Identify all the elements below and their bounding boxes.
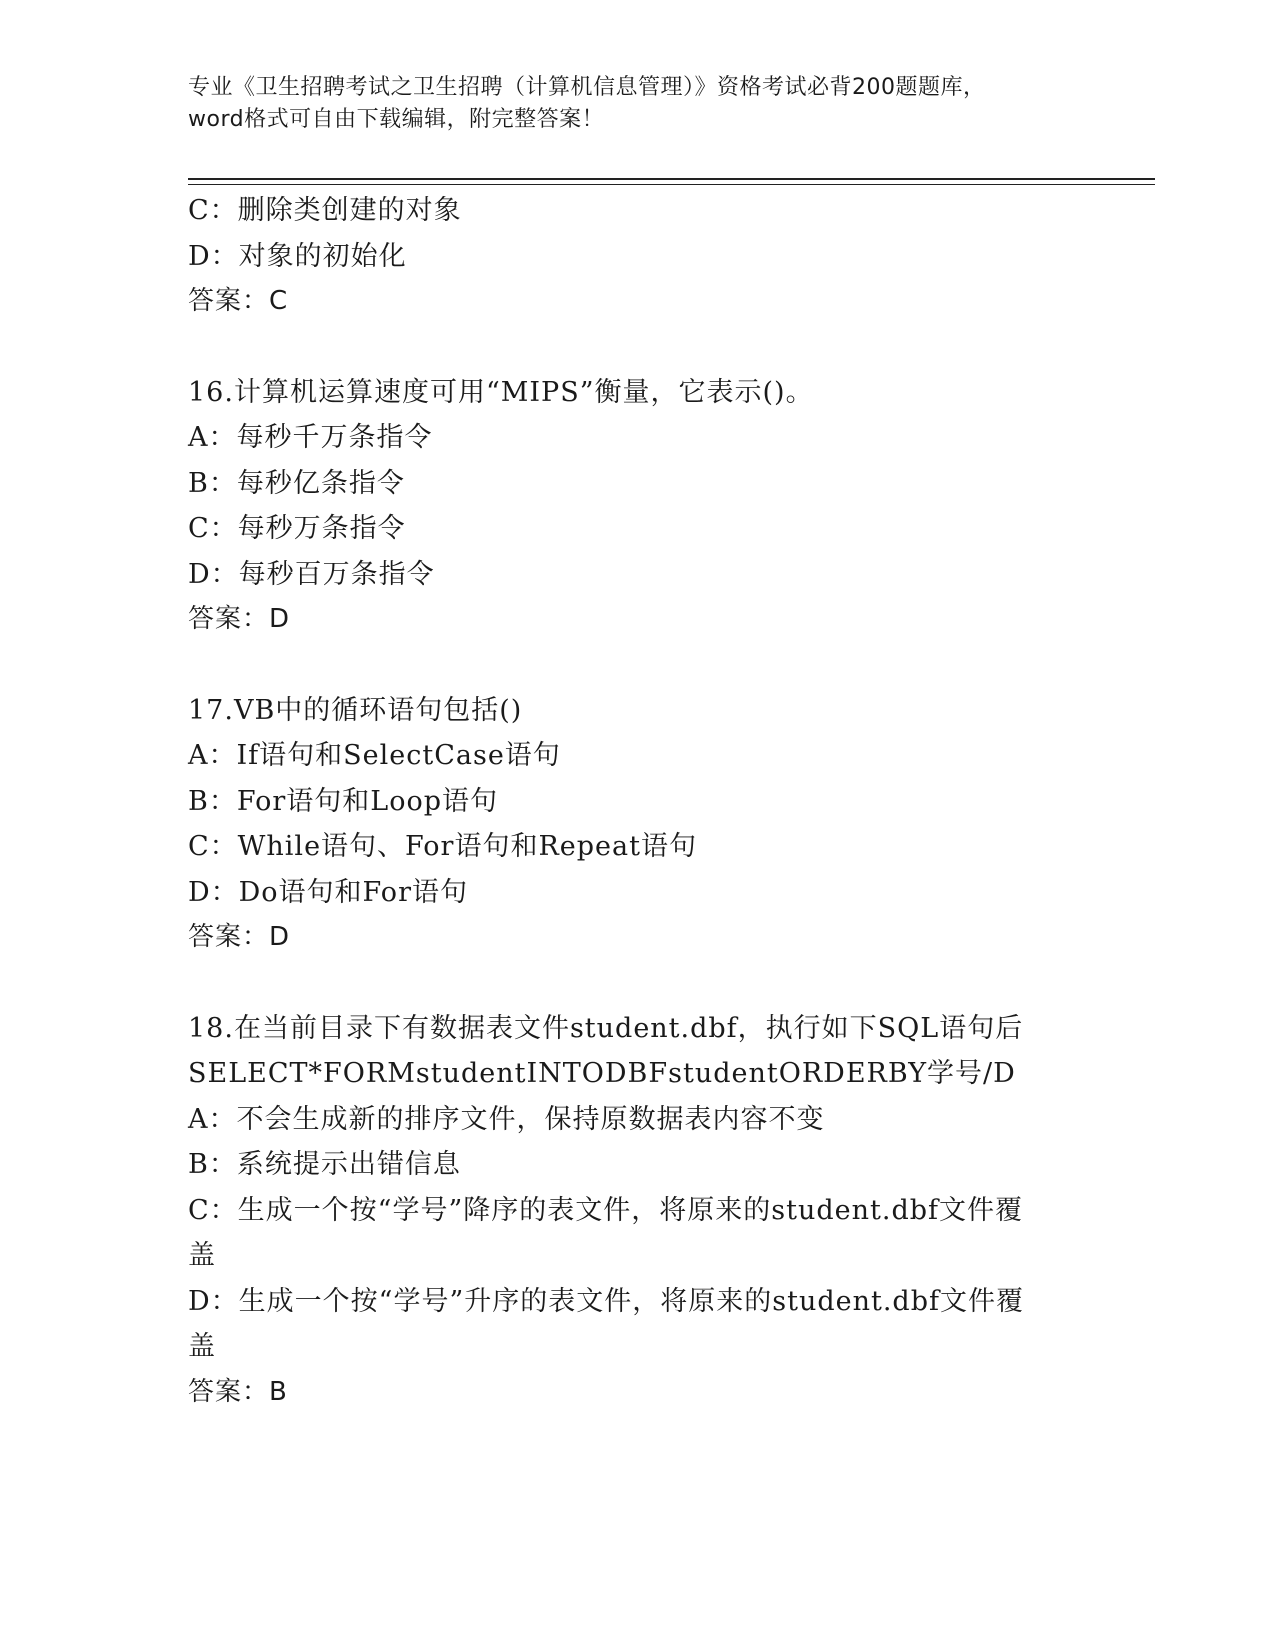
q18-option-d-line-1: D：生成一个按“学号”升序的表文件，将原来的student.dbf文件覆 [188,1285,1024,1317]
question-list [188,188,1088,1415]
header-title-line-1: 专业《卫生招聘考试之卫生招聘（计算机信息管理）》资格考试必背200题题库， [188,75,986,100]
spacer [188,643,1088,688]
q17-option-d: D：Do语句和For语句 [188,876,468,908]
question-17 [188,688,1088,961]
q15-option-c: C：删除类创建的对象 [188,195,462,226]
q18-option-d-line-2: 盖 [188,1331,216,1362]
q17-answer: 答案：D [188,922,291,952]
document-header [188,72,1088,136]
q16-question: 16.计算机运算速度可用“MIPS”衡量，它表示()。 [188,376,814,408]
q16-option-a: A：每秒千万条指令 [188,422,433,453]
q15-answer: 答案：C [188,286,289,316]
header-divider-thin [188,184,1155,185]
q18-option-c-line-2: 盖 [188,1240,216,1271]
q18-question-line-2: SELECT*FORMstudentINTODBFstudentORDERBY学号/D [188,1058,1016,1089]
q16-option-d: D：每秒百万条指令 [188,558,435,590]
spacer [188,325,1088,370]
q17-question: 17.VB中的循环语句包括() [188,694,523,726]
header-divider-thick [188,178,1155,180]
q18-answer: 答案：B [188,1376,288,1407]
q16-option-b: B：每秒亿条指令 [188,467,405,499]
q17-option-a: A：If语句和SelectCase语句 [188,740,561,771]
q18-option-c-line-1: C：生成一个按“学号”降序的表文件，将原来的student.dbf文件覆 [188,1194,1024,1226]
q17-option-c: C：While语句、For语句和Repeat语句 [188,831,697,862]
q18-question-line-1: 18.在当前目录下有数据表文件student.dbf，执行如下SQL语句后 [188,1012,1024,1044]
q16-answer: 答案：D [188,604,291,634]
spacer [188,961,1088,1006]
question-15-fragment [188,188,1088,325]
q18-option-b: B：系统提示出错信息 [188,1149,461,1180]
q17-option-b: B：For语句和Loop语句 [188,785,498,817]
question-18 [188,1006,1088,1416]
q15-option-d: D：对象的初始化 [188,240,407,272]
q16-option-c: C：每秒万条指令 [188,513,406,544]
q18-option-a: A：不会生成新的排序文件，保持原数据表内容不变 [188,1103,825,1135]
question-16 [188,370,1088,643]
header-title-line-2: word格式可自由下载编辑，附完整答案！ [188,107,605,132]
